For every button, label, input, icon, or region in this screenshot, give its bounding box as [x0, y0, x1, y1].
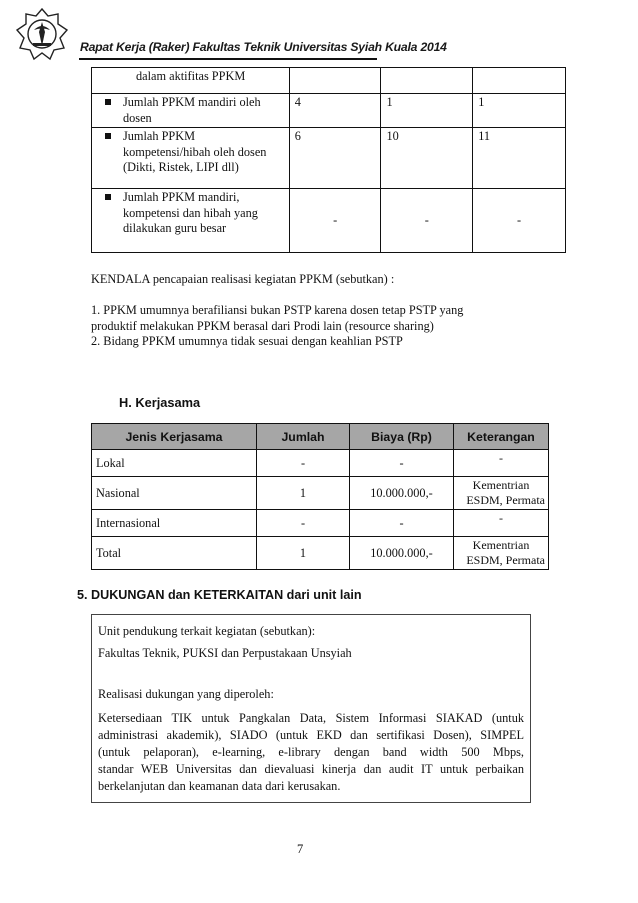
table-cell: - [350, 450, 454, 477]
table-cell: 1 [257, 477, 350, 510]
table-cell: - [257, 510, 350, 537]
kendala-line-1b: produktif melakukan PPKM berasal dari Prodi lain (resource sharing) [91, 319, 434, 333]
table-cell: - [350, 510, 454, 537]
bullet-icon [105, 99, 111, 105]
table-cell [92, 189, 290, 253]
column-header: Biaya (Rp) [350, 424, 454, 450]
table-cell: Internasional [92, 510, 257, 537]
keterangan-line: Kementrian [472, 538, 530, 552]
realisasi-label: Realisasi dukungan yang diperoleh: [98, 687, 274, 701]
table-cell: 1 [381, 94, 473, 128]
page-number: 7 [297, 842, 304, 856]
table-cell: 1 [473, 94, 566, 128]
row-label: dalam aktifitas PPKM [136, 69, 246, 83]
table-row [92, 510, 549, 537]
realisasi-line: administrasi akademik), SIADO (untuk EKD dan sertifikasi Dosen), SIMPEL [98, 728, 524, 742]
realisasi-line: standar WEB Universitas dan dievaluasi kinerja dan audit IT untuk perbaikan [98, 762, 524, 776]
table-cell: Nasional [92, 477, 257, 510]
dukungan-box [91, 614, 531, 803]
table-row [92, 477, 549, 510]
table-cell [454, 537, 549, 570]
table-cell: 11 [473, 128, 566, 189]
ppkm-table [91, 67, 566, 253]
row-label: Jumlah PPKM mandiri, kompetensi dan hibah yang dilakukan guru besar [123, 190, 258, 235]
kerjasama-heading: H. Kerjasama [119, 395, 201, 410]
table-cell [92, 128, 290, 189]
header-title: Rapat Kerja (Raker) Fakultas Teknik Universitas Syiah Kuala 2014 [80, 40, 447, 54]
header-rule [79, 58, 377, 60]
table-cell: 1 [257, 537, 350, 570]
table-cell: - [257, 450, 350, 477]
table-cell: - [454, 510, 549, 537]
kendala-heading: KENDALA pencapaian realisasi kegiatan PPKM (sebutkan) : [91, 272, 395, 286]
table-row [92, 128, 566, 189]
unit-value: Fakultas Teknik, PUKSI dan Perpustakaan Unsyiah [98, 646, 352, 660]
row-label: Jumlah PPKM mandiri oleh dosen [123, 95, 261, 125]
table-cell: 10.000.000,- [350, 477, 454, 510]
kendala-line-1a: 1. PPKM umumnya berafiliansi bukan PSTP karena dosen tetap PSTP yang [91, 303, 464, 317]
column-header: Jumlah [257, 424, 350, 450]
university-logo-icon [14, 6, 70, 62]
table-row [92, 189, 566, 253]
kerjasama-table [91, 423, 549, 570]
table-row [92, 68, 566, 94]
table-cell: - [454, 450, 549, 477]
table-cell [92, 68, 290, 94]
table-cell: - [381, 189, 473, 253]
table-cell [454, 477, 549, 510]
keterangan-line: ESDM, Permata [466, 553, 545, 567]
row-label: Jumlah PPKM kompetensi/hibah oleh dosen (Dikti, Ristek, LIPI dll) [123, 129, 267, 174]
table-cell: 10 [381, 128, 473, 189]
table-cell [92, 94, 290, 128]
realisasi-line: Ketersediaan TIK untuk Pangkalan Data, Sistem Informasi SIAKAD (untuk [98, 711, 524, 725]
table-row [92, 450, 549, 477]
kendala-line-2: 2. Bidang PPKM umumnya tidak sesuai dengan keahlian PSTP [91, 334, 403, 348]
table-cell [473, 68, 566, 94]
section-5-heading: 5. DUKUNGAN dan KETERKAITAN dari unit lain [77, 588, 362, 602]
table-header-row [92, 424, 549, 450]
realisasi-line: (untuk pelaporan), e-learning, e-library dengan band width 500 Mbps, [98, 745, 524, 759]
keterangan-line: Kementrian [472, 478, 530, 492]
unit-label: Unit pendukung terkait kegiatan (sebutkan): [98, 624, 316, 638]
table-cell [381, 68, 473, 94]
table-cell [289, 68, 381, 94]
keterangan-line: ESDM, Permata [466, 493, 545, 507]
table-row [92, 94, 566, 128]
table-row [92, 537, 549, 570]
table-cell: Lokal [92, 450, 257, 477]
column-header: Keterangan [454, 424, 549, 450]
column-header: Jenis Kerjasama [92, 424, 257, 450]
bullet-icon [105, 133, 111, 139]
table-cell: - [473, 189, 566, 253]
bullet-icon [105, 194, 111, 200]
table-cell: 4 [289, 94, 381, 128]
realisasi-line: berkelanjutan dan keamanan data dari kerusakan. [98, 779, 341, 793]
table-cell: - [289, 189, 381, 253]
table-cell: 10.000.000,- [350, 537, 454, 570]
table-cell: 6 [289, 128, 381, 189]
table-cell: Total [92, 537, 257, 570]
